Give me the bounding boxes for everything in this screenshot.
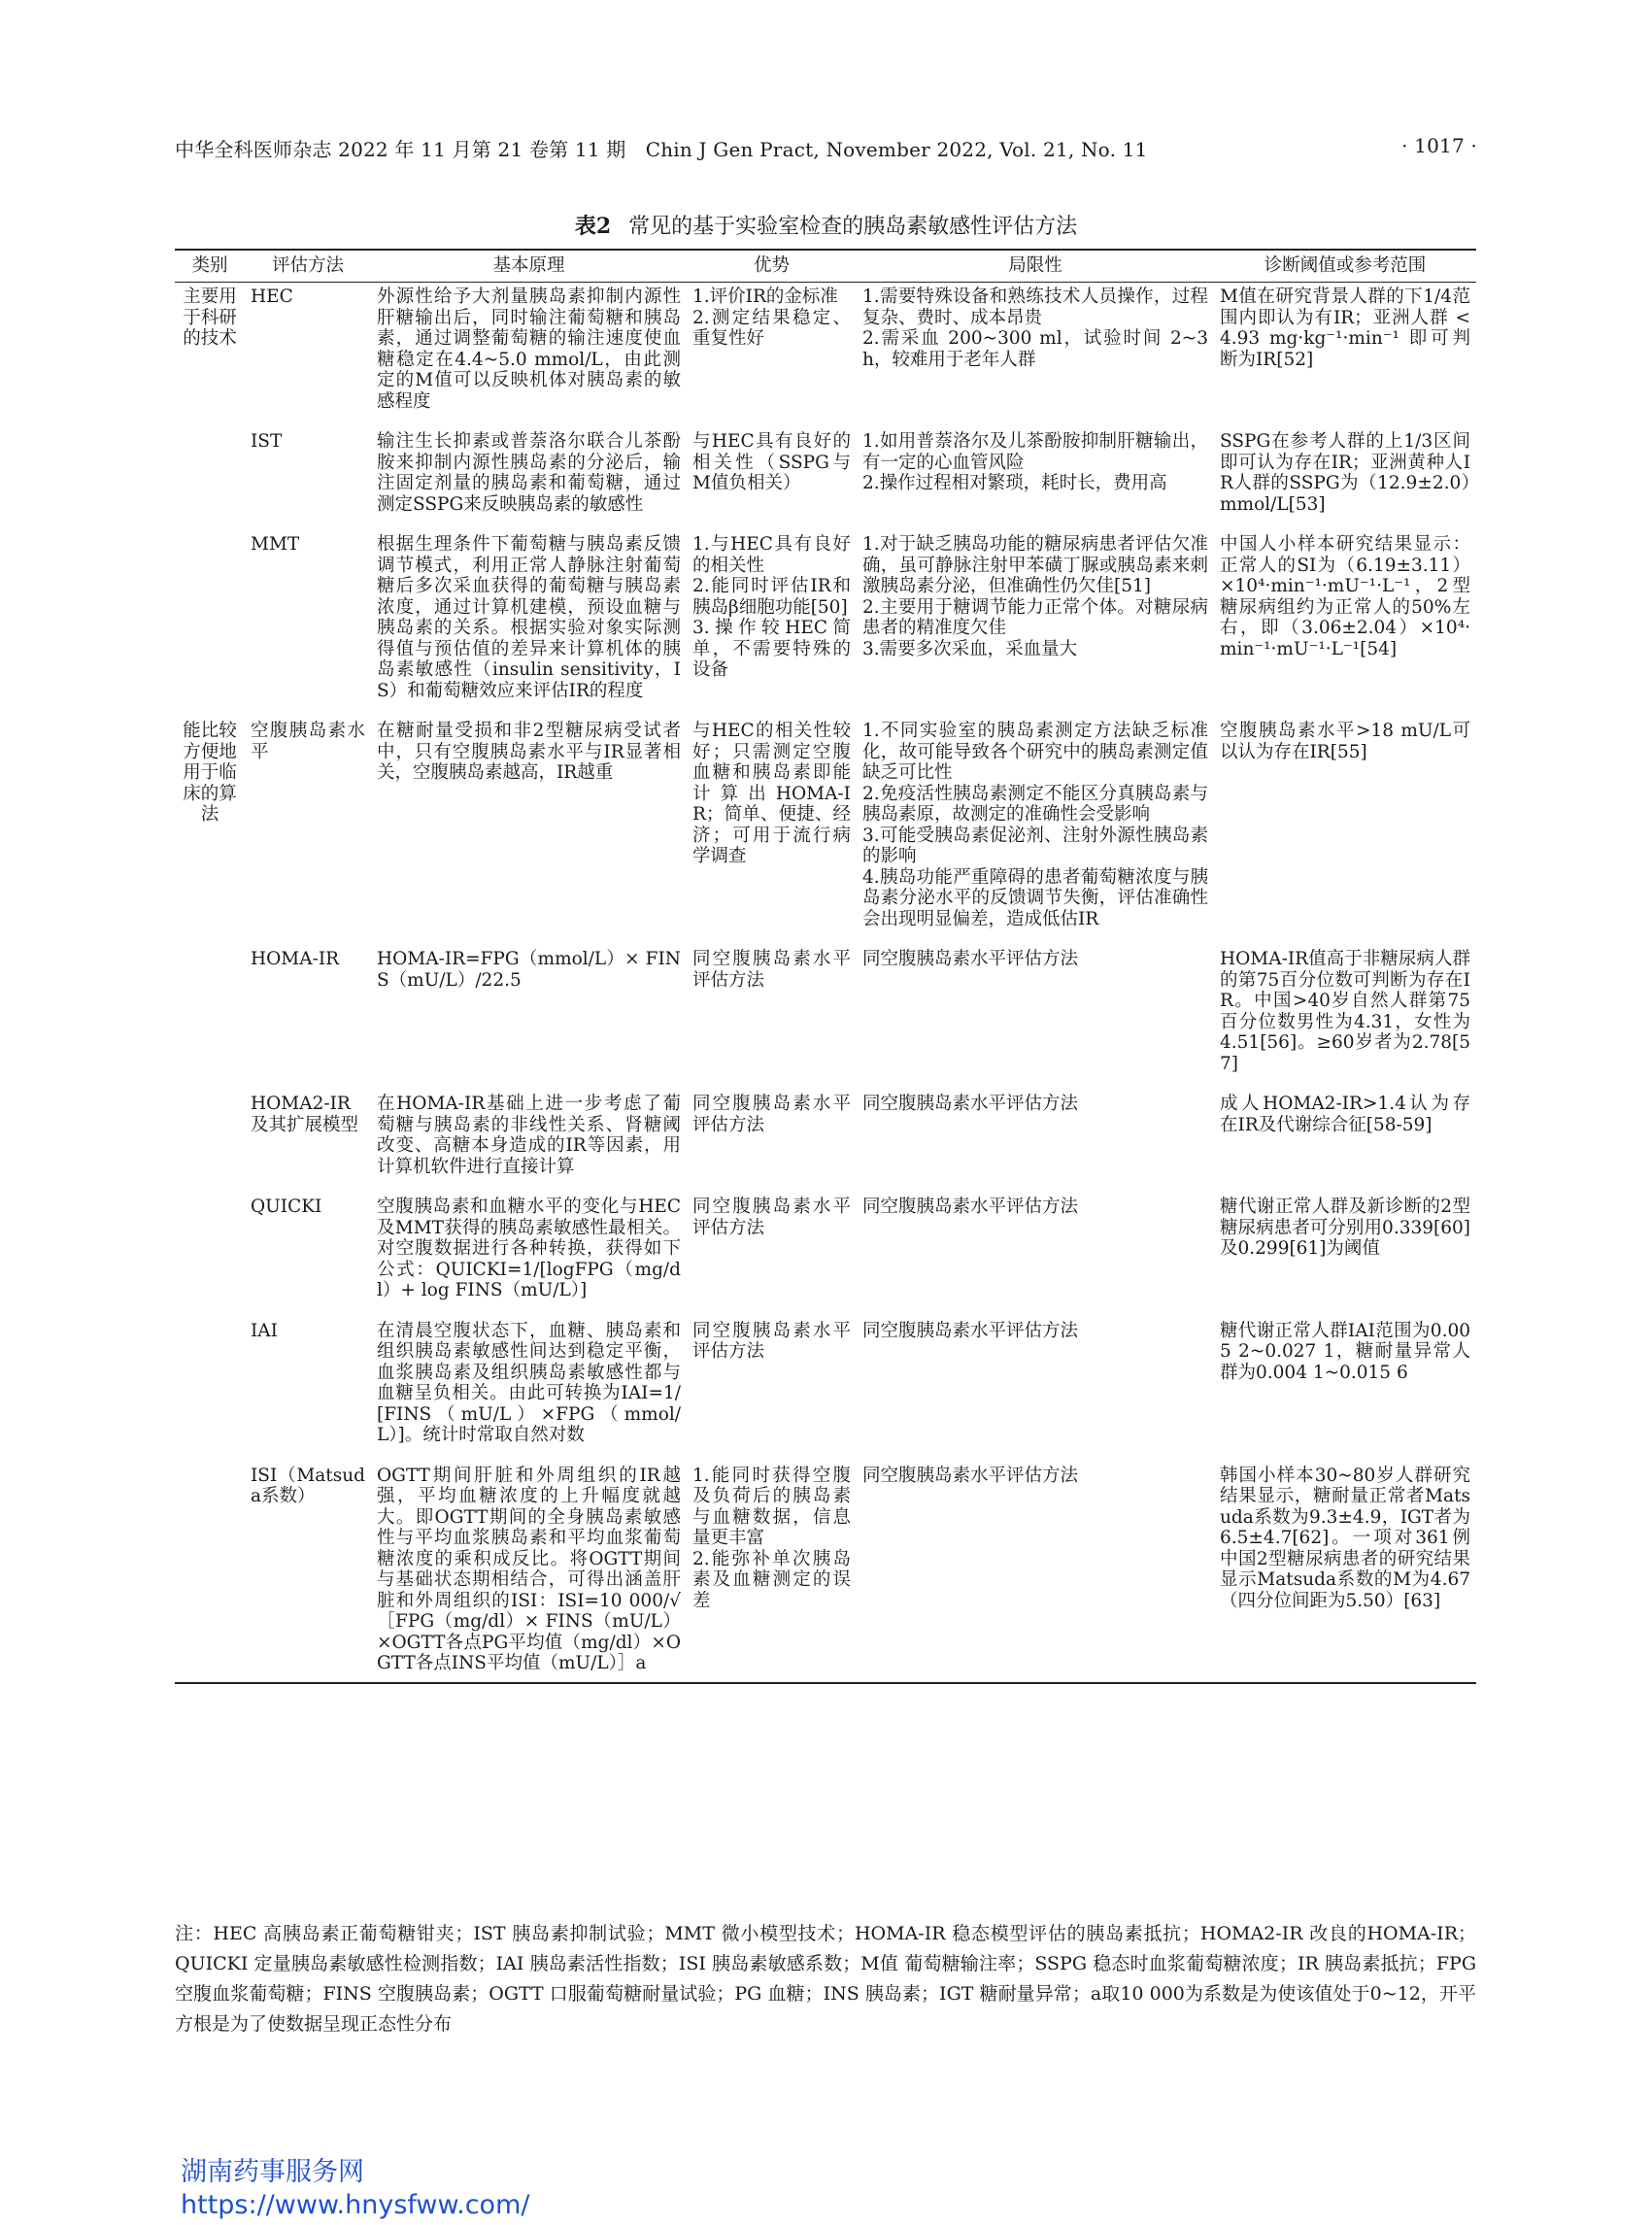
table-row xyxy=(175,418,1476,521)
cell-category xyxy=(175,418,245,521)
cell-method: MMT xyxy=(251,534,300,555)
cell-advantages xyxy=(687,418,857,521)
cell-principle: 输注生长抑素或普萘洛尔联合儿茶酚胺来抑制内源性胰岛素的分泌后，输注固定剂量的胰岛素和葡萄糖，通过测定SSPG来反映胰岛素的敏感性 xyxy=(377,431,681,515)
cell-category xyxy=(175,521,245,707)
table-row xyxy=(175,1452,1476,1683)
cell-principle: OGTT期间肝脏和外周组织的IR越强，平均血糖浓度的上升幅度就越大。即OGTT期间的全身胰岛素敏感性与平均血浆胰岛素和平均血浆葡萄糖浓度的乘积成反比。将OGTT期间与基础状态期相结合，可得出涵盖肝脏和外周组织的ISI：ISI=10 000/√［FPG（mg/dl）× FINS（mU/L）×OGTT各点PG平均值（mg/dl）×OGTT各点INS平均值（mU/L）］a xyxy=(371,1452,687,1683)
advantage-item: 1.与HEC具有良好的相关性 xyxy=(692,534,851,576)
table-row xyxy=(175,283,1476,419)
limitation-item: 2.主要用于糖调节能力正常个体。对糖尿病患者的精准度欠佳 xyxy=(862,596,1208,638)
limitation-item: 同空腹胰岛素水平评估方法 xyxy=(862,1197,1079,1217)
advantage-item: 同空腹胰岛素水平评估方法 xyxy=(692,1197,851,1238)
cell-limitations xyxy=(857,418,1214,521)
cell-limitations xyxy=(857,1452,1214,1683)
cell-threshold: 空腹胰岛素水平>18 mU/L可以认为存在IR[55] xyxy=(1220,721,1470,762)
cell-advantages xyxy=(687,521,857,707)
advantage-item: 1.能同时获得空腹及负荷后的胰岛素与血糖数据，信息量更丰富 xyxy=(692,1465,851,1548)
table-number: 表2 xyxy=(574,214,612,239)
advantage-item: 2.能弥补单次胰岛素及血糖测定的误差 xyxy=(692,1548,851,1611)
limitation-item: 2.操作过程相对繁琐，耗时长，费用高 xyxy=(862,473,1167,493)
table-row xyxy=(175,935,1476,1080)
cell-advantages xyxy=(687,935,857,1080)
insulin-sensitivity-table xyxy=(175,249,1476,1684)
limitation-item: 同空腹胰岛素水平评估方法 xyxy=(862,949,1079,969)
cell-method: HEC xyxy=(251,287,293,307)
limitation-item: 同空腹胰岛素水平评估方法 xyxy=(862,1465,1079,1486)
cell-threshold: 糖代谢正常人群及新诊断的2型糖尿病患者可分别用0.339[60]及0.299[61]为阈值 xyxy=(1220,1197,1470,1259)
table-notes: 注：HEC 高胰岛素正葡萄糖钳夹；IST 胰岛素抑制试验；MMT 微小模型技术；HOMA-IR 稳态模型评估的胰岛素抵抗；HOMA2-IR 改良的HOMA-IR；QUICKI 定量胰岛素敏感性检测指数；IAI 胰岛素活性指数；ISI 胰岛素敏感系数；M值 葡萄糖输注率；SSPG 稳态时血浆葡萄糖浓度；IR 胰岛素抵抗；FPG 空腹血浆葡萄糖；FINS 空腹胰岛素；OGTT 口服葡萄糖耐量试验；PG 血糖；INS 胰岛素；IGT 糖耐量异常；a取10 000为系数是为使该值处于0~12，开平方根是为了使数据呈现正态性分布 xyxy=(175,1923,1476,2035)
advantage-item: 2.测定结果稳定、重复性好 xyxy=(692,307,851,349)
cell-method: 空腹胰岛素水平 xyxy=(251,721,365,762)
limitation-item: 1.不同实验室的胰岛素测定方法缺乏标准化，故可能导致各个研究中的胰岛素测定值缺乏可比性 xyxy=(862,721,1208,783)
cell-advantages xyxy=(687,283,857,419)
limitation-item: 同空腹胰岛素水平评估方法 xyxy=(862,1320,1079,1341)
cell-threshold: 成人HOMA2-IR>1.4认为存在IR及代谢综合征[58-59] xyxy=(1220,1094,1470,1135)
advantage-item: 同空腹胰岛素水平评估方法 xyxy=(692,1320,851,1362)
cell-method: IAI xyxy=(251,1320,278,1341)
cell-limitations xyxy=(857,935,1214,1080)
col-header-threshold: 诊断阈值或参考范围 xyxy=(1214,250,1476,283)
limitation-item: 3.可能受胰岛素促泌剂、注射外源性胰岛素的影响 xyxy=(862,825,1208,866)
site-url[interactable]: https://www.hnysfww.com/ xyxy=(181,2190,530,2220)
col-header-method: 评估方法 xyxy=(245,250,371,283)
col-header-category: 类别 xyxy=(175,250,245,283)
table-row xyxy=(175,1307,1476,1452)
cell-limitations xyxy=(857,521,1214,707)
cell-threshold: SSPG在参考人群的上1/3区间即可认为存在IR；亚洲黄种人IR人群的SSPG为（12.9±2.0）mmol/L[53] xyxy=(1220,431,1470,515)
cell-threshold: M值在研究背景人群的下1/4范围内即认为有IR；亚洲人群 < 4.93 mg·kg⁻¹·min⁻¹ 即可判断为IR[52] xyxy=(1220,287,1470,370)
cell-threshold: 韩国小样本30~80岁人群研究结果显示，糖耐量正常者Matsuda系数为9.3±4.9，IGT者为6.5±4.7[62]。一项对361例中国2型糖尿病患者的研究结果显示Matsuda系数的M为4.67（四分位间距为5.50）[63] xyxy=(1214,1452,1476,1683)
table-title: 常见的基于实验室检查的胰岛素敏感性评估方法 xyxy=(628,215,1078,239)
cell-method: HOMA2-IR及其扩展模型 xyxy=(251,1094,359,1135)
advantage-item: 同空腹胰岛素水平评估方法 xyxy=(692,1094,851,1135)
page-number: · 1017 · xyxy=(1401,134,1477,157)
limitation-item: 3.需要多次采血，采血量大 xyxy=(862,638,1078,659)
cell-limitations xyxy=(857,283,1214,419)
limitation-item: 1.如用普萘洛尔及儿茶酚胺抑制肝糖输出，有一定的心血管风险 xyxy=(862,431,1208,473)
col-header-principle: 基本原理 xyxy=(371,250,687,283)
advantage-item: 同空腹胰岛素水平评估方法 xyxy=(692,949,851,991)
limitation-item: 同空腹胰岛素水平评估方法 xyxy=(862,1094,1079,1114)
cell-advantages xyxy=(687,1080,857,1183)
cell-limitations xyxy=(857,1307,1214,1452)
limitation-item: 2.免疫活性胰岛素测定不能区分真胰岛素与胰岛素原，故测定的准确性会受影响 xyxy=(862,783,1208,825)
table-header-row xyxy=(175,250,1476,283)
cell-category: 能比较方便地用于临床的算法 xyxy=(183,721,237,825)
table-caption xyxy=(0,210,1652,240)
cell-advantages xyxy=(687,707,857,935)
journal-citation: 中华全科医师杂志 2022 年 11 月第 21 卷第 11 期 Chin J Gen Pract, November 2022, Vol. 21, No. 11 xyxy=(175,138,1148,161)
cell-method: ISI（Matsuda系数） xyxy=(245,1452,371,1683)
limitation-item: 1.对于缺乏胰岛功能的糖尿病患者评估欠准确，虽可静脉注射甲苯磺丁脲或胰岛素来刺激胰岛素分泌，但准确性仍欠佳[51] xyxy=(862,534,1208,596)
cell-advantages xyxy=(687,1307,857,1452)
cell-principle: 空腹胰岛素和血糖水平的变化与HEC及MMT获得的胰岛素敏感性最相关。对空腹数据进行各种转换，获得如下公式：QUICKI=1/[logFPG（mg/dl）+ log FINS（mU/L）] xyxy=(377,1197,681,1300)
advantage-item: 2.能同时评估IR和胰岛β细胞功能[50] xyxy=(692,576,851,618)
cell-principle: 在HOMA-IR基础上进一步考虑了葡萄糖与胰岛素的非线性关系、肾糖阈改变、高糖本身造成的IR等因素，用计算机软件进行直接计算 xyxy=(377,1094,681,1177)
cell-threshold: HOMA-IR值高于非糖尿病人群的第75百分位数可判断为存在IR。中国>40岁自然人群第75百分位数男性为4.31，女性为4.51[56]。≥60岁者为2.78[57] xyxy=(1220,949,1470,1074)
limitation-item: 4.胰岛功能严重障碍的患者葡萄糖浓度与胰岛素分泌水平的反馈调节失衡，评估准确性会出现明显偏差，造成低估IR xyxy=(862,866,1208,929)
advantage-item: 与HEC的相关性较好；只需测定空腹血糖和胰岛素即能计算出HOMA-IR；简单、便捷、经济；可用于流行病学调查 xyxy=(692,721,851,866)
col-header-advantages: 优势 xyxy=(687,250,857,283)
cell-method: IST xyxy=(251,431,283,452)
cell-category xyxy=(175,1183,245,1307)
advantage-item: 与HEC具有良好的相关性（SSPG与M值负相关） xyxy=(692,431,851,493)
advantage-item: 1.评价IR的金标准 xyxy=(692,287,838,307)
advantage-item: 3.操作较HEC简单，不需要特殊的设备 xyxy=(692,618,851,680)
limitation-item: 1.需要特殊设备和熟练技术人员操作，过程复杂、费时、成本昂贵 xyxy=(862,287,1208,328)
table-row xyxy=(175,1080,1476,1183)
table-row xyxy=(175,707,1476,935)
cell-advantages xyxy=(687,1183,857,1307)
cell-threshold: 中国人小样本研究结果显示：正常人的SI为（6.19±3.11）×10⁴·min⁻¹·mU⁻¹·L⁻¹，2型糖尿病组约为正常人的50%左右，即（3.06±2.04）×10⁴·min⁻¹·mU⁻¹·L⁻¹[54] xyxy=(1220,534,1470,659)
cell-principle: 根据生理条件下葡萄糖与胰岛素反馈调节模式，利用正常人静脉注射葡萄糖后多次采血获得的葡萄糖与胰岛素浓度，通过计算机建模，预设血糖与胰岛素的关系。根据实验对象实际测得值与预估值的差异来计算机体的胰岛素敏感性（insulin sensitivity，IS）和葡萄糖效应来评估IR的程度 xyxy=(377,534,681,701)
cell-method: QUICKI xyxy=(251,1197,322,1217)
cell-limitations xyxy=(857,1183,1214,1307)
cell-principle: 在糖耐量受损和非2型糖尿病受试者中，只有空腹胰岛素水平与IR显著相关，空腹胰岛素越高，IR越重 xyxy=(377,721,681,783)
cell-limitations xyxy=(857,1080,1214,1183)
site-name: 湖南药事服务网 xyxy=(181,2157,364,2187)
col-header-limitations: 局限性 xyxy=(857,250,1214,283)
cell-threshold: 糖代谢正常人群IAI范围为0.005 2~0.027 1，糖耐量异常人群为0.004 1~0.015 6 xyxy=(1220,1320,1470,1383)
cell-category: 主要用于科研的技术 xyxy=(183,287,237,349)
cell-principle: 在清晨空腹状态下，血糖、胰岛素和组织胰岛素敏感性间达到稳定平衡，血浆胰岛素及组织胰岛素敏感性都与血糖呈负相关。由此可转换为IAI=1/[FINS（mU/L）×FPG（mmol/L）]。统计时常取自然对数 xyxy=(377,1320,681,1445)
cell-category xyxy=(175,1080,245,1183)
cell-limitations xyxy=(857,707,1214,935)
limitation-item: 2.需采血 200~300 ml，试验时间 2~3 h，较难用于老年人群 xyxy=(862,328,1208,370)
cell-principle: 外源性给予大剂量胰岛素抑制内源性肝糖输出后，同时输注葡萄糖和胰岛素，通过调整葡萄糖的输注速度使血糖稳定在4.4~5.0 mmol/L，由此测定的M值可以反映机体对胰岛素的敏感程度 xyxy=(377,287,681,412)
cell-advantages xyxy=(687,1452,857,1683)
cell-category xyxy=(175,1307,245,1452)
table-row xyxy=(175,1183,1476,1307)
cell-category xyxy=(175,1452,245,1683)
running-header xyxy=(175,134,1477,162)
cell-method: HOMA-IR xyxy=(251,949,340,969)
site-watermark xyxy=(181,2156,529,2222)
cell-category xyxy=(175,935,245,1080)
table-row xyxy=(175,521,1476,707)
cell-principle: HOMA-IR=FPG（mmol/L）× FINS（mU/L）/22.5 xyxy=(377,949,681,991)
